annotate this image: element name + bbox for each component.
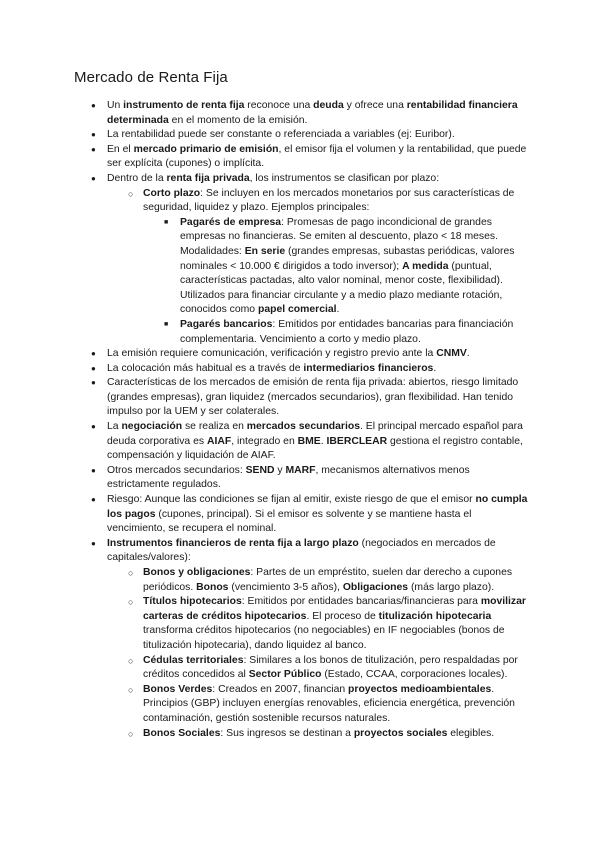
text-run: Dentro de la [107, 172, 167, 184]
bullet-dot-icon: ● [91, 422, 96, 432]
bold-term: Bonos y obligaciones [143, 567, 251, 578]
bold-term: A medida [402, 260, 449, 272]
sub-sub-list-item [143, 318, 531, 347]
text-run: . El proceso de [306, 610, 379, 622]
bold-term: Títulos hipotecarios [143, 596, 242, 608]
bold-term: no cumpla los pagos [107, 494, 528, 520]
bold-term: CNMV [436, 348, 467, 360]
bold-term: En serie [244, 245, 286, 257]
bullet-dot-icon: ● [91, 144, 96, 154]
bold-term: renta fija privada [166, 172, 250, 184]
text-run: reconoce una [244, 100, 314, 111]
list-item [91, 128, 531, 143]
text-run: . Principios (GBP) incluyen energías renovables, eficiencia energética, prevención contaminación, gestión sostenible recursos naturales. [143, 683, 515, 724]
bold-term: proyectos sociales [353, 727, 448, 739]
bold-term: BME [297, 435, 321, 447]
list-item [91, 537, 531, 741]
text-run: : Emitidos por entidades bancarias para financiación complementaria. Vencimiento a corto y medio plazo. [180, 318, 514, 345]
page-title: Mercado de Renta Fija [74, 69, 228, 86]
text-run: En el [107, 143, 134, 155]
text-run: en el momento de la emisión. [168, 114, 308, 126]
bold-term: Sector Público [248, 669, 322, 681]
text-run: : Emitidos por entidades bancarias/financieras para [241, 596, 481, 608]
list-item [91, 362, 531, 377]
bold-term: MARF [285, 464, 316, 476]
text-run: y ofrece una [343, 100, 407, 111]
bullet-dot-icon: ● [91, 101, 96, 110]
text-run: , integrado en [231, 435, 298, 447]
list-item [91, 347, 531, 362]
text-run: . [433, 362, 437, 374]
bullet-circle-icon: ○ [128, 728, 134, 739]
bullet-circle-icon: ○ [128, 568, 134, 578]
bullet-circle-icon: ○ [128, 188, 134, 199]
text-run: (negociados en mercados de capitales/valores): [107, 537, 496, 564]
bullet-circle-icon: ○ [128, 684, 134, 695]
list-item [91, 420, 531, 464]
bold-term: IBERCLEAR [326, 435, 388, 447]
list-item [91, 143, 531, 172]
bullet-dot-icon: ● [91, 495, 96, 505]
bold-term: SEND [245, 464, 275, 476]
bold-term: Pagarés de empresa [180, 216, 282, 228]
bullet-dot-icon: ● [91, 130, 96, 140]
bullet-dot-icon: ● [91, 378, 96, 388]
text-run: : Promesas de pago incondicional de grandes empresas no financieras. Se emiten al descuento, plazo < 18 meses. Modalidades: [180, 216, 498, 257]
bold-term: negociación [121, 421, 183, 433]
sub-list-largo-plazo [91, 566, 531, 741]
bold-term: mercados secundarios [246, 421, 360, 433]
text-run: : Similares a los bonos de titulización, pero respaldadas por créditos concedidos al [143, 654, 518, 681]
bullet-dot-icon: ● [91, 538, 96, 548]
text-run: : Se incluyen en los mercados monetarios por sus características de seguridad, liquidez y plazo. Ejemplos principales: [143, 187, 515, 214]
text-run: . El principal mercado español para deuda corporativa es [107, 421, 523, 447]
list-item [91, 172, 531, 347]
text-run: . [320, 435, 327, 447]
sub-list-item [91, 727, 531, 742]
text-run: elegibles. [447, 727, 495, 739]
text-run: , el emisor fija el volumen y la rentabilidad, que puede ser explícita (cupones) o implícita. [107, 143, 527, 170]
bullet-dot-icon: ● [91, 173, 96, 183]
sub-list-item [91, 595, 531, 653]
sub-sub-list-pagares [143, 216, 531, 347]
bullet-square-icon: ■ [164, 320, 169, 328]
list-item [91, 493, 531, 537]
text-run: Riesgo: Aunque las condiciones se fijan al emitir, existe riesgo de que el emisor [107, 494, 476, 506]
text-run: Otros mercados secundarios: [107, 464, 246, 476]
list-item [91, 376, 531, 420]
text-run: : Sus ingresos se destinan a [220, 727, 354, 739]
sub-list-item [91, 566, 531, 595]
bullet-dot-icon: ● [91, 349, 96, 359]
bold-term: rentabilidad financiera determinada [107, 100, 518, 126]
text-run: La rentabilidad puede ser constante o referenciada a variables (ej: Euribor). [107, 129, 455, 141]
bold-term: Pagarés bancarios [180, 318, 273, 330]
list-item [91, 99, 531, 128]
text-run: y [274, 464, 286, 476]
text-run: , mecanismos alternativos menos estrictamente regulados. [107, 464, 470, 491]
bold-term: movilizar carteras de créditos hipotecarios [143, 596, 526, 622]
text-run: (grandes empresas, subastas periódicas, valores nominales < 10.000 € dirigidos a todo inversor); [180, 245, 515, 272]
bold-term: proyectos medioambientales [348, 683, 492, 695]
bullet-circle-icon: ○ [128, 597, 134, 608]
bold-term: mercado primario de emisión [133, 143, 279, 155]
text-run: Un [107, 100, 124, 111]
text-run: . [336, 304, 340, 316]
sub-list-item [91, 654, 531, 683]
text-run: : Partes de un empréstito, suelen dar derecho a cupones periódicos. [143, 567, 513, 593]
bold-term: Instrumentos financieros de renta fija a largo plazo [107, 537, 359, 549]
text-run: Características de los mercados de emisión de renta fija privada: abiertos, riesgo limitado (grandes empresas), gran liquidez (mercados secundarios), gran flexibilidad. Han tenido impulso por la UEM y ser colaterales. [107, 377, 519, 418]
text-run: La [107, 421, 122, 433]
bold-term: Obligaciones [342, 581, 409, 593]
bold-term: deuda [313, 100, 344, 111]
bullet-circle-icon: ○ [128, 655, 134, 666]
sub-sub-list-item [143, 216, 531, 318]
bullet-dot-icon: ● [91, 363, 96, 373]
bold-term: Bonos [196, 581, 229, 593]
text-run: , los instrumentos se clasifican por plazo: [249, 172, 440, 184]
text-run: (más largo plazo). [408, 581, 495, 593]
list-item [91, 464, 531, 493]
bold-term: papel comercial [257, 304, 337, 316]
bullet-dot-icon: ● [91, 465, 96, 475]
bullet-square-icon: ■ [164, 218, 169, 226]
bold-term: titulización hipotecaria [378, 610, 492, 622]
text-run: (cupones, principal). Si el emisor es solvente y se mantiene hasta el vencimiento, se recupera el nominal. [107, 508, 472, 535]
text-run: (vencimiento 3-5 años), [228, 581, 343, 593]
bold-term: Bonos Verdes [143, 683, 213, 695]
text-run: se realiza en [182, 421, 247, 433]
bold-term: Corto plazo [143, 187, 201, 199]
sub-list-item [91, 683, 531, 727]
text-run: La emisión requiere comunicación, verificación y registro previo ante la [107, 348, 437, 360]
bold-term: Cédulas territoriales [143, 654, 244, 666]
text-run: gestiona el registro contable, compensación y liquidación de AIAF. [107, 435, 523, 462]
bold-term: instrumento de renta fija [123, 100, 245, 111]
text-run: (puntual, características pactadas, alto valor nominal, menor coste, flexibilidad). Utilizados para financiar circulante y a medio plazo mediante rotación, conocidos como [180, 260, 503, 316]
text-run: La colocación más habitual es a través de [107, 362, 304, 374]
text-run: : Creados en 2007, financian [212, 683, 349, 695]
bold-term: intermediarios financieros [303, 362, 434, 374]
sub-list-corto-plazo [91, 187, 531, 348]
text-run: transforma créditos hipotecarios (no negociables) en IF negociables (bonos de titulización hipotecaria), dando liquidez al banco. [143, 625, 505, 651]
text-run: (Estado, CCAA, corporaciones locales). [321, 669, 508, 681]
text-run: . [466, 348, 470, 360]
bold-term: AIAF [206, 435, 232, 447]
bold-term: Bonos Sociales [143, 727, 221, 739]
sub-list-item [91, 187, 531, 348]
main-bullet-list [91, 99, 531, 741]
